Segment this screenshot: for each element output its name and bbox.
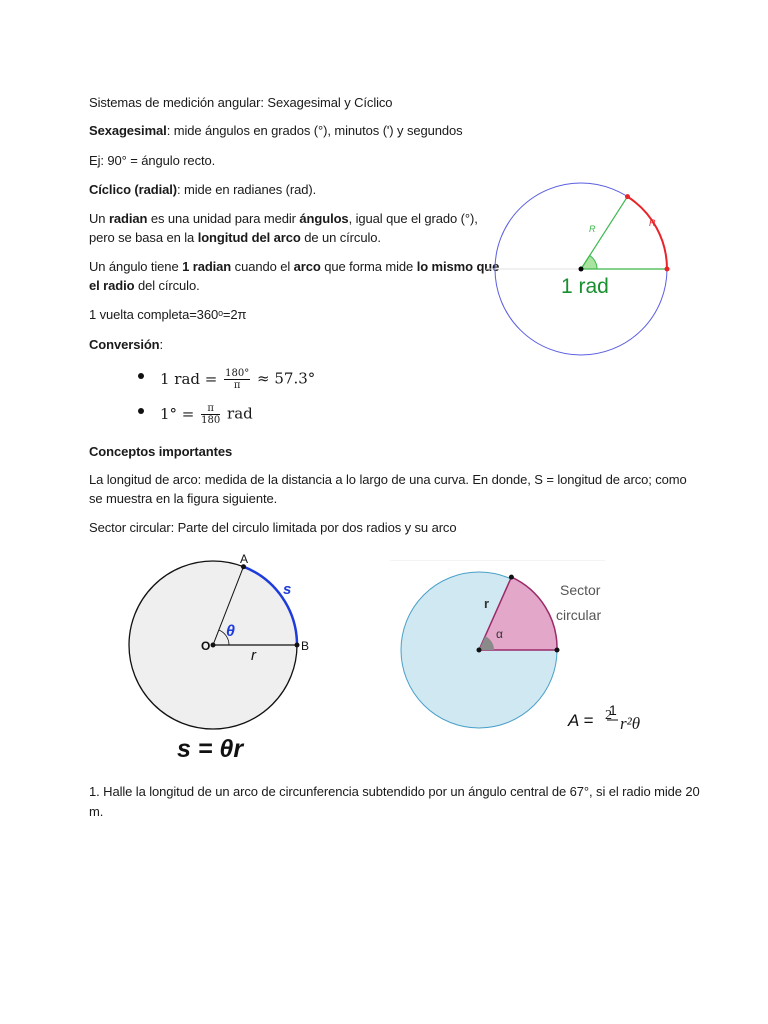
- sector-definition-text: Sector circular: Parte del circulo limitada por dos radios y su arco: [89, 520, 457, 535]
- radius-label: R: [589, 224, 596, 234]
- keyword-el-radio: el radio: [89, 278, 135, 293]
- concepts-heading: Conceptos importantes: [89, 444, 233, 459]
- formula-rhs: rad: [227, 404, 253, 423]
- sector-r-label: r: [484, 596, 490, 611]
- formula-lhs: 1 rad =: [160, 369, 218, 388]
- point-o: [211, 643, 216, 648]
- label-s: s: [283, 581, 292, 598]
- sector-formula-num: 1: [609, 702, 617, 718]
- text-span: , igual que el grado (°),: [348, 211, 478, 226]
- label-r: r: [251, 647, 256, 664]
- full-turn-text: 1 vuelta completa=360ᵒ=2π: [89, 307, 247, 322]
- formula-1: [138, 368, 315, 391]
- bullet-icon: [138, 408, 144, 414]
- keyword-angulos: ángulos: [299, 211, 349, 226]
- arc-red: [628, 197, 668, 269]
- sector-label-line2: circular: [556, 607, 602, 623]
- label-b: B: [301, 639, 310, 653]
- ciclico-definition: [89, 181, 316, 199]
- sector-formula-lhs: A =: [568, 711, 594, 730]
- label-theta: θ: [226, 623, 235, 640]
- example-text: Ej: 90° = ángulo recto.: [89, 153, 216, 168]
- arc-length-text-line2: se muestra en la figura siguiente.: [89, 491, 278, 506]
- sector-alpha-label: α: [496, 627, 503, 641]
- sector-formula-den: 2: [605, 708, 612, 723]
- keyword-arco: arco: [293, 259, 321, 274]
- keyword-lo-mismo-que: lo mismo que: [416, 259, 500, 274]
- center-point: [579, 267, 584, 272]
- formula-rhs: ≈ 57.3°: [257, 369, 316, 388]
- sexagesimal-term: Sexagesimal: [89, 123, 167, 138]
- arc-length-figure: [125, 550, 325, 765]
- fraction-numerator: 180°: [225, 368, 250, 379]
- point-b: [295, 643, 300, 648]
- arc-formula: s = θr: [177, 735, 244, 763]
- ciclico-term: Cíclico (radial): [89, 182, 177, 197]
- formula-2: [138, 403, 253, 426]
- problem-line2: m.: [89, 804, 104, 819]
- radius-line-angled: [581, 197, 628, 269]
- fraction: [224, 368, 250, 391]
- text-span: cuando el: [231, 259, 294, 274]
- formula-lhs: 1° =: [160, 404, 195, 423]
- sector-center: [477, 648, 482, 653]
- one-rad-label: 1 rad: [561, 275, 609, 298]
- text-span: Un ángulo tiene: [89, 259, 183, 274]
- conversion-heading: [89, 336, 163, 354]
- arc-start-point: [665, 267, 670, 272]
- fraction: [201, 403, 220, 426]
- arc-label: R: [649, 218, 656, 228]
- problem-line1: 1. Halle la longitud de un arco de circunferencia subtendido por un ángulo central de 67°, si el radio mide 20: [89, 784, 700, 799]
- keyword-1-radian: 1 radian: [182, 259, 232, 274]
- text-span: del círculo.: [134, 278, 200, 293]
- text-span: pero se basa en la: [89, 230, 198, 245]
- sector-point-top: [509, 575, 514, 580]
- sector-figure: [390, 560, 620, 755]
- arc-end-point: [625, 194, 630, 199]
- text-span: de un círculo.: [300, 230, 381, 245]
- text-span: que forma mide: [320, 259, 417, 274]
- one-radian-line2: [89, 277, 200, 295]
- fraction-denominator: π: [233, 380, 241, 391]
- radian-definition-line2: [89, 229, 381, 247]
- sector-formula-rhs: r²θ: [620, 714, 641, 733]
- sexagesimal-definition: [89, 122, 463, 140]
- text-span: es una unidad para medir: [147, 211, 300, 226]
- arc-length-text-line1: La longitud de arco: medida de la distancia a lo largo de una curva. En donde, S = longitud de arco; como: [89, 472, 687, 487]
- radian-definition-line1: [89, 210, 478, 228]
- keyword-longitud-arco: longitud del arco: [197, 230, 301, 245]
- one-radian-line1: [89, 258, 499, 276]
- label-o: O: [201, 639, 211, 653]
- text-span: Un: [89, 211, 109, 226]
- keyword-radian: radian: [108, 211, 148, 226]
- label-a: A: [240, 552, 249, 566]
- fraction-numerator: π: [201, 403, 220, 415]
- radian-figure: [486, 180, 676, 370]
- page-title: Sistemas de medición angular: Sexagesimal y Cíclico: [89, 95, 393, 110]
- text-span: :: [159, 337, 164, 352]
- fraction-denominator: 180: [201, 415, 221, 426]
- sector-point-right: [555, 648, 560, 653]
- conversion-label: Conversión: [89, 337, 160, 352]
- bullet-icon: [138, 373, 144, 379]
- sector-label-line1: Sector: [560, 582, 601, 598]
- sexagesimal-text: : mide ángulos en grados (°), minutos (') y segundos: [166, 123, 463, 138]
- ciclico-text: : mide en radianes (rad).: [176, 182, 317, 197]
